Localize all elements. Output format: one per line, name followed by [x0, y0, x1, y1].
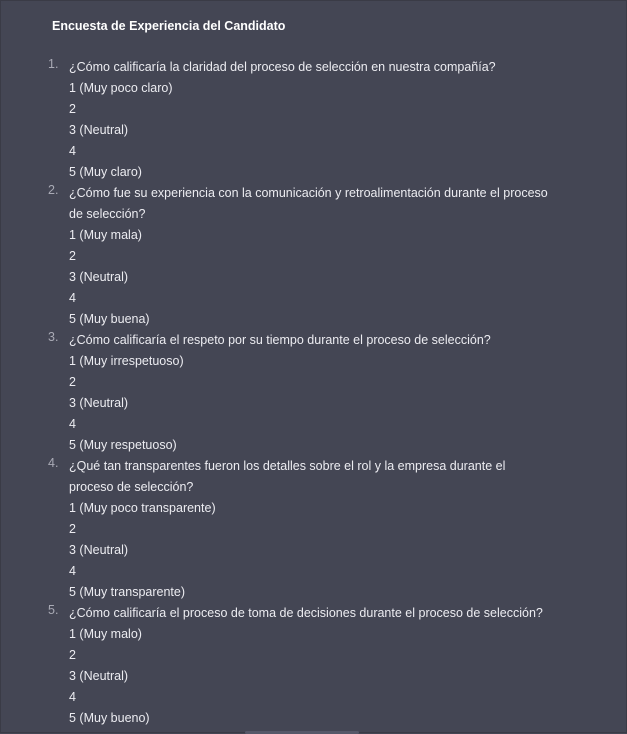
question-4 — [1, 456, 627, 603]
question-text: ¿Cómo calificaría el respeto por su tiempo durante el proceso de selección? — [69, 333, 491, 347]
survey-title: Encuesta de Experiencia del Candidato — [52, 19, 286, 33]
option-list — [69, 78, 548, 183]
option-item: 1 (Muy poco transparente) — [69, 501, 216, 515]
question-1 — [1, 57, 627, 183]
option-item: 2 — [69, 375, 76, 389]
question-text: ¿Cómo calificaría el proceso de toma de decisiones durante el proceso de selección? — [69, 606, 543, 620]
option-item: 3 (Neutral) — [69, 270, 129, 284]
option-item: 2 — [69, 648, 76, 662]
option-item: 4 — [69, 690, 76, 704]
option-item: 1 (Muy poco claro) — [69, 81, 173, 95]
option-list — [69, 498, 548, 603]
question-text: ¿Cómo fue su experiencia con la comunicación y retroalimentación durante el proceso de selección? — [69, 186, 548, 221]
option-item: 5 (Muy transparente) — [69, 585, 186, 599]
option-item: 5 (Muy bueno) — [69, 711, 150, 725]
option-item: 4 — [69, 417, 76, 431]
option-item: 2 — [69, 249, 76, 263]
option-list — [69, 351, 548, 456]
option-item: 1 (Muy irrespetuoso) — [69, 354, 184, 368]
question-number: 3. — [48, 330, 59, 344]
option-item: 1 (Muy malo) — [69, 627, 142, 641]
question-5 — [1, 603, 627, 729]
question-text: ¿Cómo calificaría la claridad del proceso de selección en nuestra compañía? — [69, 60, 496, 74]
question-number: 1. — [48, 57, 59, 71]
option-item: 3 (Neutral) — [69, 543, 129, 557]
option-item: 1 (Muy mala) — [69, 228, 142, 242]
option-item: 4 — [69, 144, 76, 158]
option-item: 5 (Muy buena) — [69, 312, 150, 326]
option-item: 2 — [69, 522, 76, 536]
question-list — [1, 57, 627, 729]
question-2 — [1, 183, 627, 330]
option-list — [69, 225, 548, 330]
option-item: 5 (Muy respetuoso) — [69, 438, 177, 452]
question-3 — [1, 330, 627, 456]
option-item: 5 (Muy claro) — [69, 165, 142, 179]
option-item: 3 (Neutral) — [69, 396, 129, 410]
option-item: 3 (Neutral) — [69, 123, 129, 137]
question-number: 5. — [48, 603, 59, 617]
option-item: 2 — [69, 102, 76, 116]
question-number: 4. — [48, 456, 59, 470]
option-list — [69, 624, 548, 729]
question-text: ¿Qué tan transparentes fueron los detalles sobre el rol y la empresa durante el proceso de selección? — [69, 459, 506, 494]
option-item: 4 — [69, 564, 76, 578]
question-number: 2. — [48, 183, 59, 197]
option-item: 4 — [69, 291, 76, 305]
option-item: 3 (Neutral) — [69, 669, 129, 683]
